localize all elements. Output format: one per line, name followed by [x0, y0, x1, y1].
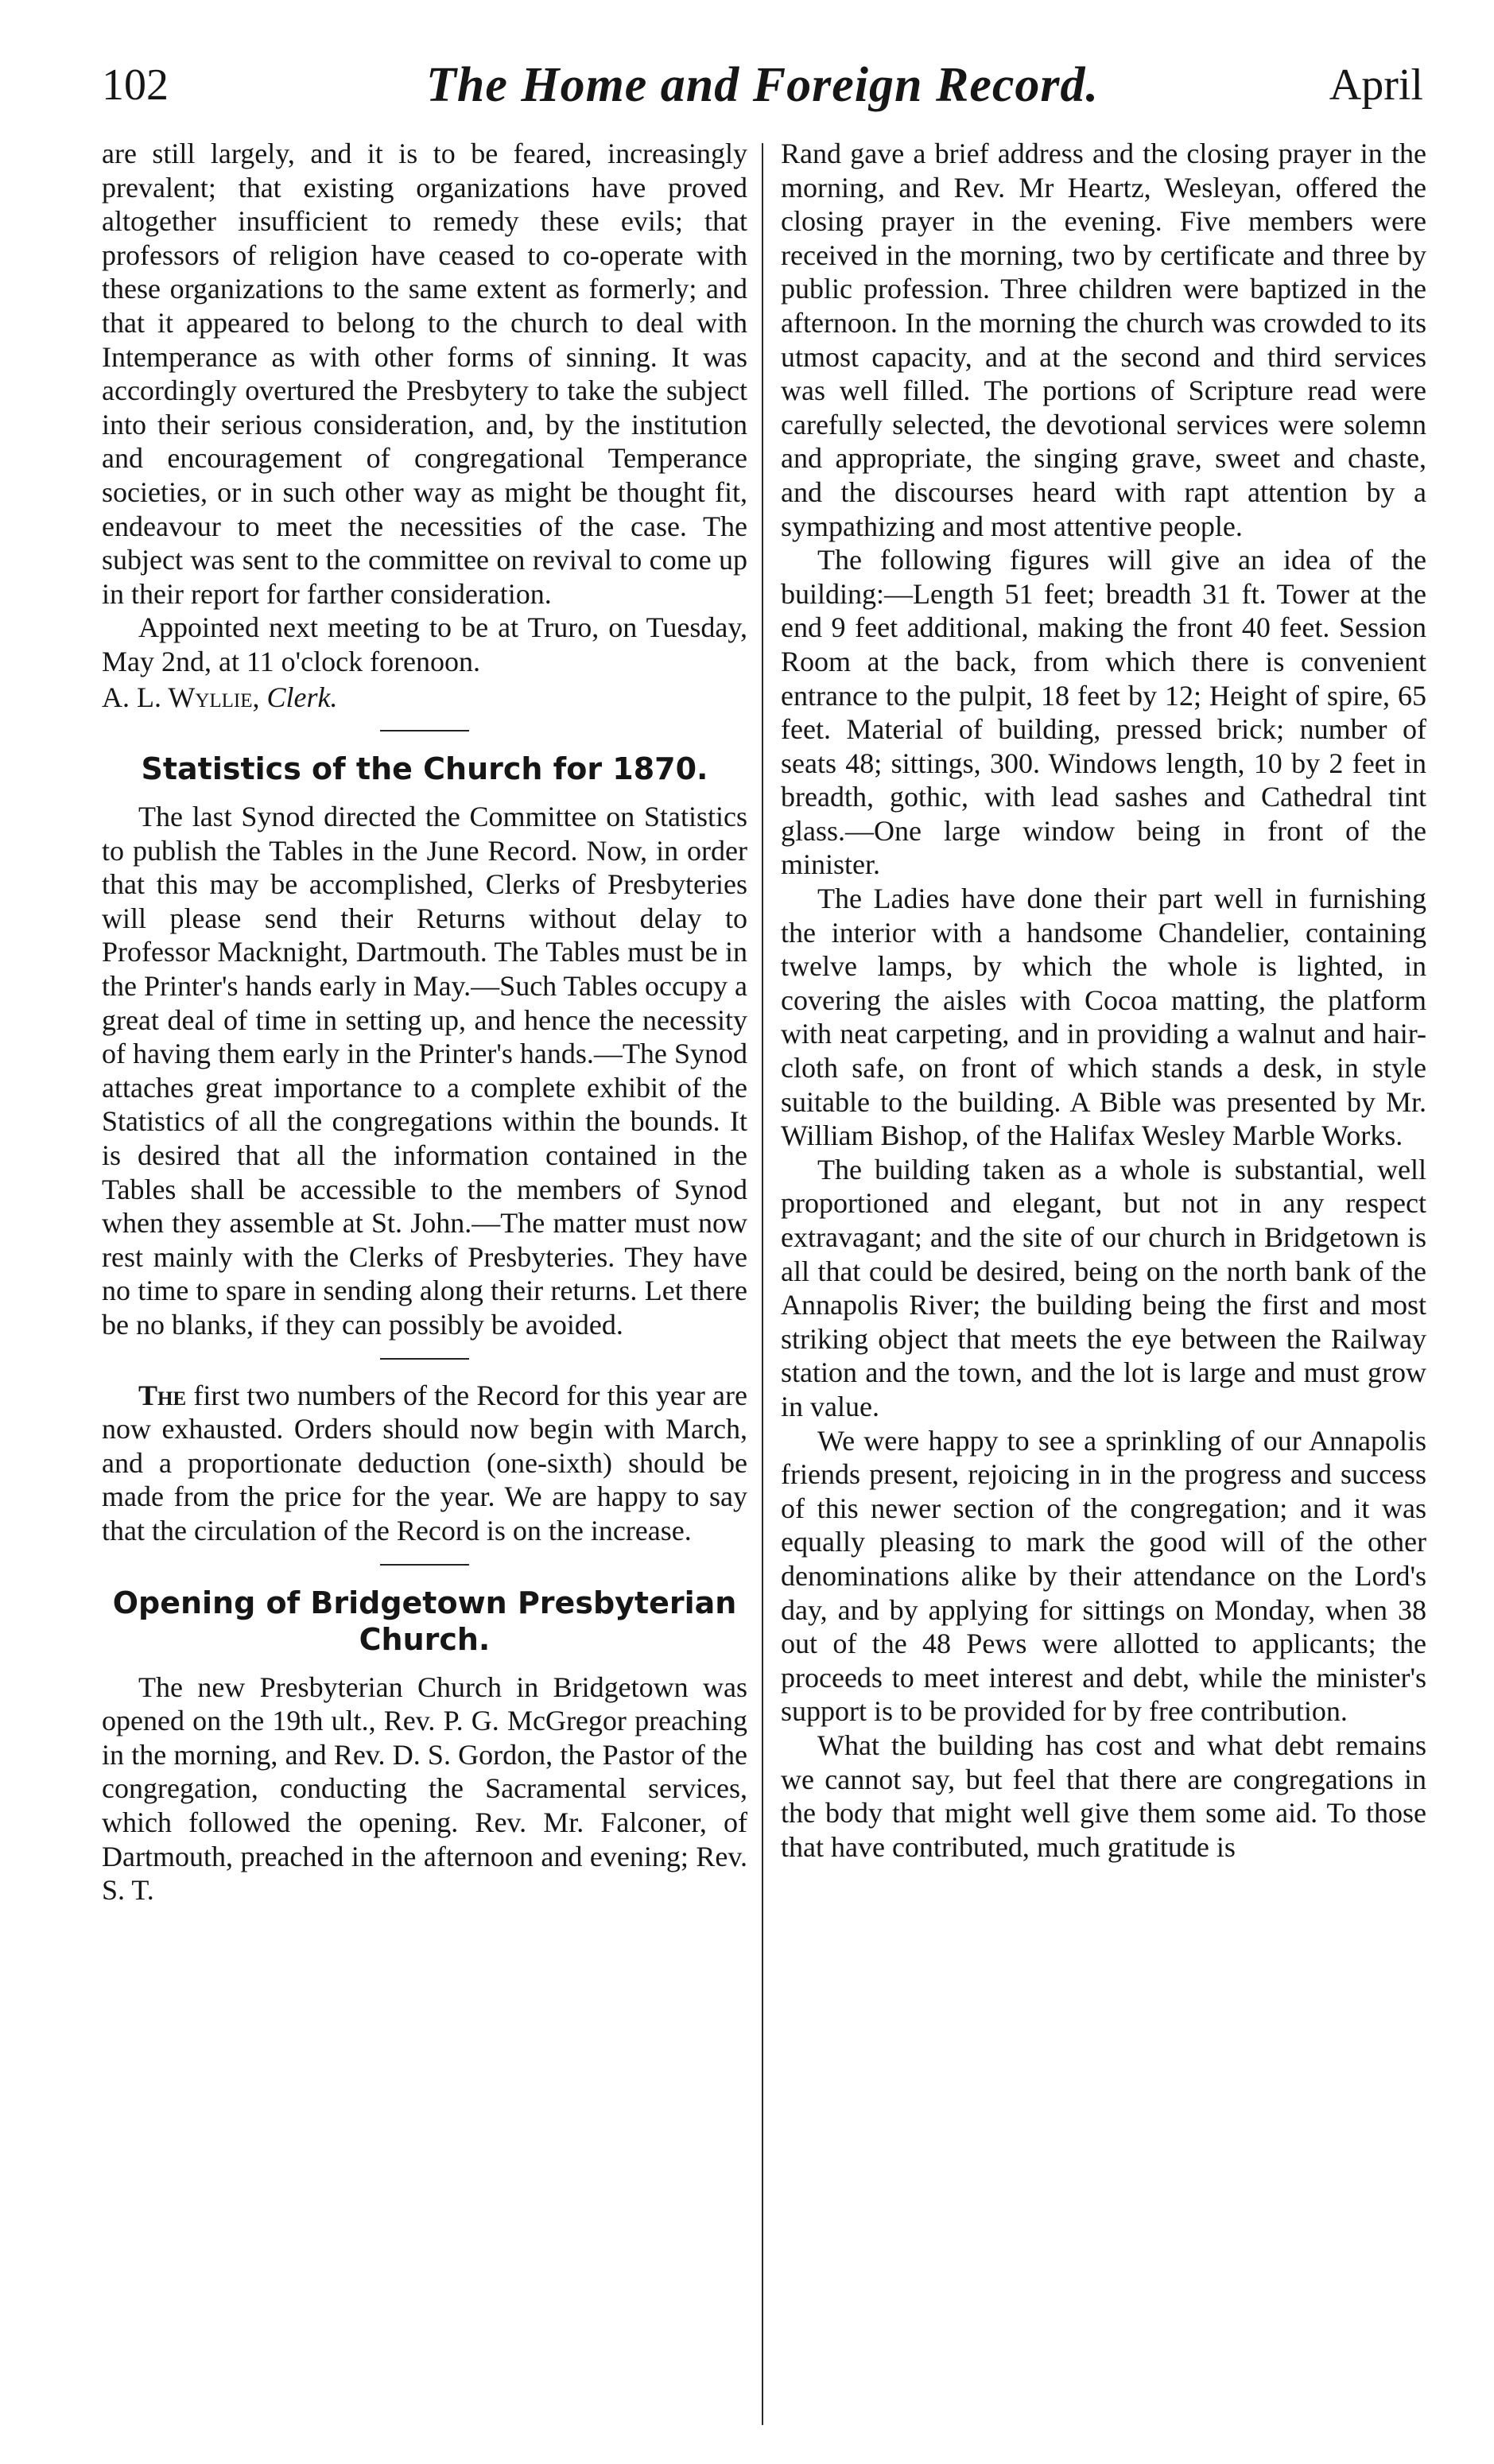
paragraph-building: The building taken as a whole is substantial, well proportioned and elegant, but not in any respect extravagant; and the site of our church in Bridgetown is all that could be desired, being on the north bank of the Annapolis River; the building being the first and most striking object that meets the eye between the Railway station and the town, and the lot is large and must grow in value. [781, 1153, 1426, 1422]
paragraph-statistics: The last Synod directed the Committee on Statistics to publish the Tables in the June Record. Now, in order that this may be accomplished, Clerks of Presbyteries will please send their Returns without delay to Professor Macknight, Dartmouth. The Tables must be in the Printer's hands early in May.—Such Tables occupy a great deal of time in setting up, and hence the necessity of having them early in the Printer's hands.—The Synod attaches great importance to a complete exhibit of the Statistics of all the congregations within the bounds. It is desired that all the information contained in the Tables shall be accessible to the members of Synod when they assemble at St. John.—The matter must now rest mainly with the Clerks of Presbyteries. They have no time to spare in sending along their returns. Let there be no blanks, if they can possibly be avoided. [102, 801, 747, 1341]
section-divider [380, 730, 469, 731]
lead-word: The [138, 1379, 187, 1411]
paragraph-record-notice [102, 1379, 747, 1548]
signature-role: Clerk. [266, 681, 338, 713]
signature-name: A. L. Wyllie, [102, 681, 260, 713]
paragraph-next-meeting: Appointed next meeting to be at Truro, on Tuesday, May 2nd, at 11 o'clock forenoon. [102, 611, 747, 677]
column-rule [762, 143, 763, 2425]
page-number: 102 [102, 60, 169, 110]
page-header [102, 49, 1423, 121]
issue-month: April [1329, 60, 1423, 110]
section-divider [380, 1358, 469, 1360]
paragraph-temperance: are still largely, and it is to be feared, increasingly prevalent; that existing organizations have proved altogether insufficient to remedy these evils; that professors of religion have ceased to co-operate with these organizations to the same extent as formerly; and that it appeared to belong to the church to deal with Intemperance as with other forms of sinning. It was accordingly overtured the Presbytery to take the subject into their serious consideration, and, by the institution and encouragement of congregational Temperance societies, or in such other way as might be thought fit, endeavour to meet the necessities of the case. The subject was sent to the committee on revival to come up in their report for farther consideration. [102, 138, 747, 610]
paragraph-cost: What the building has cost and what debt remains we cannot say, but feel that there are congregations in the body that might well give them some aid. To those that have contributed, much gratitude is [781, 1729, 1426, 1863]
paragraph-ladies: The Ladies have done their part well in furnishing the interior with a handsome Chandelier, containing twelve lamps, by which the whole is lighted, in covering the aisles with Cocoa matting, the platform with neat carpeting, and in providing a walnut and hair-cloth safe, on front of which stands a desk, in style suitable to the building. A Bible was presented by Mr. William Bishop, of the Halifax Wesley Marble Works. [781, 883, 1426, 1152]
record-notice-text: first two numbers of the Record for this year are now exhausted. Orders should now begin with March, and a proportionate deduction (one-sixth) should be made from the price for the year. We are happy to say that the circulation of the Record is on the increase. [102, 1379, 747, 1546]
clerk-signature [102, 681, 747, 715]
paragraph-figures: The following figures will give an idea of the building:—Length 51 feet; breadth 31 ft. Tower at the end 9 feet additional, making the front 40 feet. Session Room at the back, from which there is convenient entrance to the pulpit, 18 feet by 12; Height of spire, 65 feet. Material of building, pressed brick; number of seats 48; sittings, 300. Windows length, 10 by 2 feet in breadth, gothic, with lead sashes and Cathedral tint glass.—One large window being in front of the minister. [781, 544, 1426, 881]
paragraph-services: Rand gave a brief address and the closing prayer in the morning, and Rev. Mr Heartz, Wesleyan, offered the closing prayer in the evening. Five members were received in the morning, two by certificate and three by public profession. Three children were baptized in the afternoon. In the morning the church was crowded to its utmost capacity, and at the second and third services was well filled. The portions of Scripture read were carefully selected, the devotional services were solemn and appropriate, the singing grave, sweet and chaste, and the discourses heard with rapt attention by a sympathizing and most attentive people. [781, 138, 1426, 542]
section-divider [380, 1564, 469, 1566]
paragraph-opening: The new Presbyterian Church in Bridgetown was opened on the 19th ult., Rev. P. G. McGregor preaching in the morning, and Rev. D. S. Gordon, the Pastor of the congregation, conducting the Sacramental services, which followed the opening. Rev. Mr. Falconer, of Dartmouth, preached in the afternoon and evening; Rev. S. T. [102, 1670, 747, 1907]
right-column [781, 137, 1426, 2435]
paragraph-friends: We were happy to see a sprinkling of our Annapolis friends present, rejoicing in in the progress and success of this newer section of the congregation; and it was equally pleasing to mark the good will of the other denominations alike by their attendance on the Lord's day, and by applying for sittings on Monday, when 38 out of the 48 Pews were allotted to applicants; the proceeds to meet interest and debt, while the minister's support is to be provided for by free contribution. [781, 1424, 1426, 1728]
heading-statistics: Statistics of the Church for 1870. [141, 751, 708, 787]
running-title: The Home and Foreign Record. [425, 58, 1100, 112]
heading-opening: Opening of Bridgetown Presbyterian Church. [112, 1585, 737, 1657]
left-column [102, 137, 747, 2435]
